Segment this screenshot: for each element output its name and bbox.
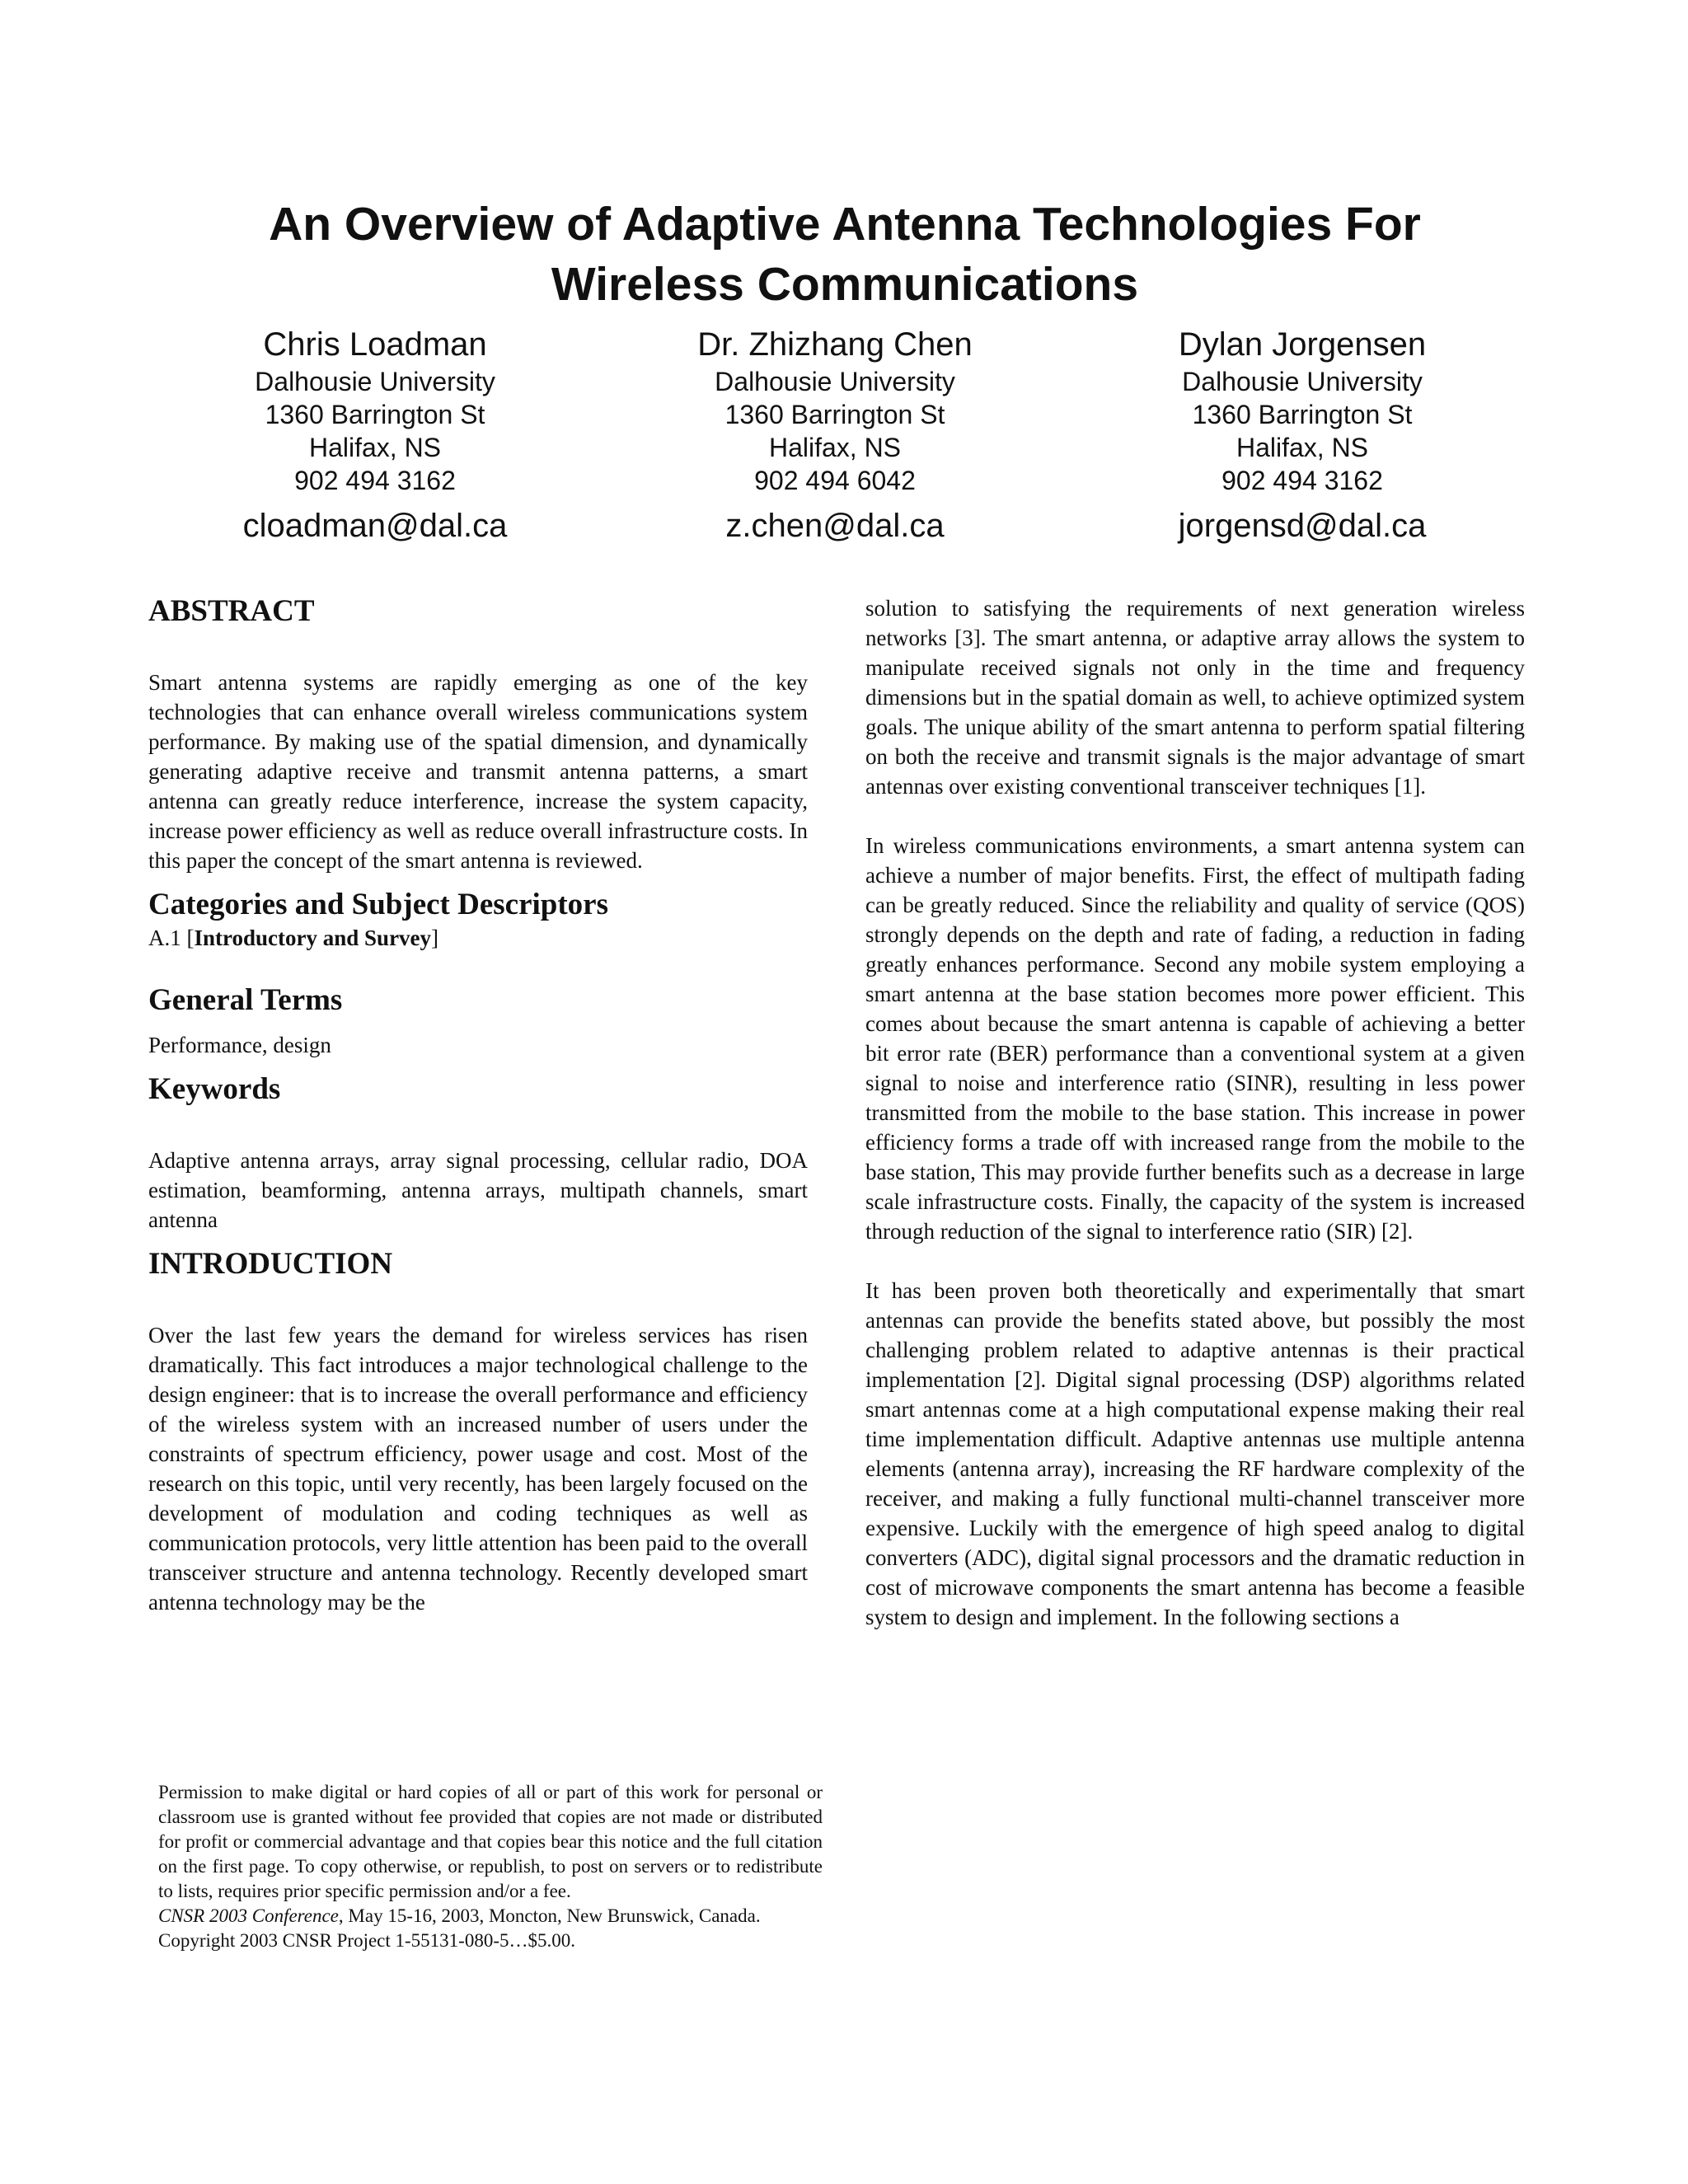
author-street: 1360 Barrington St bbox=[724, 400, 945, 429]
author-city: Halifax, NS bbox=[308, 433, 442, 462]
permission-text: Permission to make digital or hard copies of all or part of this work for personal or classroom use is granted without fee provided that copies are not made or distributed for profit or commercial advantage and that copies bear this notice and the full citation on the first page. To copy otherwise, or republish, to post on servers or to redistribute to lists, requires prior specific permission and/or a fee. bbox=[158, 1782, 823, 1901]
author-block-jorgensen bbox=[1071, 324, 1533, 546]
author-block-chen bbox=[604, 324, 1066, 546]
title-line-1: An Overview of Adaptive Antenna Technologies For bbox=[269, 198, 1421, 251]
permission-footnote bbox=[158, 1780, 823, 1953]
title-line-2: Wireless Communications bbox=[551, 258, 1139, 311]
body-paragraph-1: solution to satisfying the requirements of next generation wireless networks [3]. The smart antenna, or adaptive array allows the system to manipulate received signals not only in the time and frequency dimensions but in the spatial domain as well, to achieve optimized system goals. The unique ability of the smart antenna to perform spatial filtering on both the receive and transmit signals is the major advantage of smart antennas over existing conventional transceiver techniques [1]. bbox=[865, 596, 1525, 799]
author-affiliation: Dalhousie University bbox=[255, 367, 495, 396]
author-city: Halifax, NS bbox=[768, 433, 902, 462]
author-affiliation: Dalhousie University bbox=[1182, 367, 1423, 396]
introduction-text: Over the last few years the demand for wireless services has risen dramatically. This fact introduces a major technological challenge to the design engineer: that is to increase the overall performance and efficiency of the wireless system with an increased number of users under the constraints of spectrum efficiency, power usage and cost. Most of the research on this topic, until very recently, has been largely focused on the development of modulation and coding techniques as well as communication protocols, very little attention has been paid to the overall transceiver structure and antenna technology. Recently developed smart antenna technology may be the bbox=[148, 1323, 808, 1615]
author-phone: 902 494 3162 bbox=[294, 466, 456, 495]
author-name: Chris Loadman bbox=[263, 326, 487, 363]
general-terms-heading: General Terms bbox=[148, 983, 343, 1017]
body-paragraph-3: It has been proven both theoretically and experimentally that smart antennas can provide the benefits stated above, but possibly the most challenging problem related to adaptive antennas is their practical implementation [2]. Digital signal processing (DSP) algorithms related smart antennas come at a high computational expense making their real time implementation difficult. Adaptive antennas use multiple antenna elements (antenna array), increasing the RF hardware complexity of the receiver, and making a fully functional multi-channel transceiver more expensive. Luckily with the emergence of high speed analog to digital converters (ADC), digital signal processors and the dramatic reduction in cost of microwave components the smart antenna has become a feasible system to design and implement. In the following sections a bbox=[865, 1278, 1525, 1629]
conference-line: CNSR 2003 Conference, May 15-16, 2003, Moncton, New Brunswick, Canada. bbox=[158, 1905, 761, 1926]
author-name: Dr. Zhizhang Chen bbox=[697, 326, 973, 363]
author-name: Dylan Jorgensen bbox=[1178, 326, 1427, 363]
right-column bbox=[865, 593, 1525, 1632]
author-email: cloadman@dal.ca bbox=[242, 508, 508, 544]
author-street: 1360 Barrington St bbox=[1192, 400, 1413, 429]
author-street: 1360 Barrington St bbox=[265, 400, 485, 429]
author-email: z.chen@dal.ca bbox=[725, 508, 945, 544]
left-column bbox=[148, 593, 808, 1617]
author-affiliation: Dalhousie University bbox=[715, 367, 955, 396]
categories-bold: Introductory and Survey bbox=[194, 926, 432, 950]
general-terms-text: Performance, design bbox=[148, 1033, 331, 1057]
paper-title bbox=[124, 194, 1566, 315]
introduction-heading: INTRODUCTION bbox=[148, 1247, 393, 1281]
conference-name: CNSR 2003 Conference bbox=[158, 1905, 339, 1926]
copyright-line: Copyright 2003 CNSR Project 1-55131-080-5…$5.00. bbox=[158, 1930, 575, 1951]
keywords-heading: Keywords bbox=[148, 1072, 281, 1106]
abstract-heading: ABSTRACT bbox=[148, 594, 315, 628]
keywords-text: Adaptive antenna arrays, array signal processing, cellular radio, DOA estimation, beamforming, antenna arrays, multipath channels, smart antenna bbox=[148, 1148, 808, 1232]
author-phone: 902 494 3162 bbox=[1221, 466, 1383, 495]
categories-text: A.1 [Introductory and Survey] bbox=[148, 926, 439, 950]
author-city: Halifax, NS bbox=[1236, 433, 1369, 462]
author-block-loadman bbox=[144, 324, 606, 546]
author-phone: 902 494 6042 bbox=[754, 466, 916, 495]
author-email: jorgensd@dal.ca bbox=[1178, 508, 1427, 544]
categories-heading: Categories and Subject Descriptors bbox=[148, 888, 608, 921]
body-paragraph-2: In wireless communications environments, a smart antenna system can achieve a number of major benefits. First, the effect of multipath fading can be greatly reduced. Since the reliability and quality of service (QOS) strongly depends on the depth and rate of fading, a reduction in fading greatly enhances performance. Second any mobile system employing a smart antenna at the base station becomes more power efficient. This comes about because the smart antenna is capable of achieving a better bit error rate (BER) performance than a conventional system at a given signal to noise and interference ratio (SINR), resulting in less power transmitted from the mobile to the base station. This increase in power efficiency forms a trade off with increased range from the mobile to the base station, This may provide further benefits such as a decrease in large scale infrastructure costs. Finally, the capacity of the system is increased through reduction of the signal to interference ratio (SIR) [2]. bbox=[865, 833, 1525, 1244]
abstract-text: Smart antenna systems are rapidly emerging as one of the key technologies that can enhance overall wireless communications system performance. By making use of the spatial dimension, and dynamically generating adaptive receive and transmit antenna patterns, a smart antenna can greatly reduce interference, increase the system capacity, increase power efficiency as well as reduce overall infrastructure costs. In this paper the concept of the smart antenna is reviewed. bbox=[148, 670, 808, 873]
